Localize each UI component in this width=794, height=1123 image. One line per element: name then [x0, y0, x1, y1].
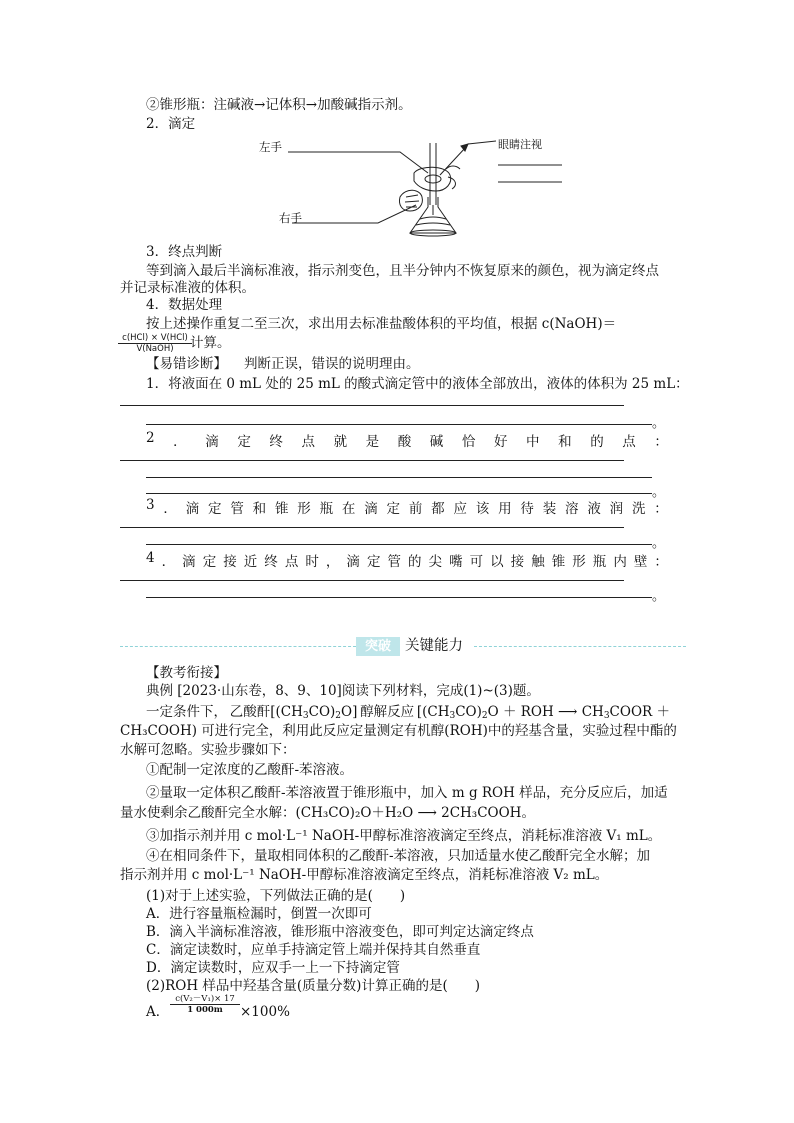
- answer-line[interactable]: [120, 527, 624, 528]
- char: 管: [230, 501, 244, 517]
- answer-line[interactable]: [120, 460, 624, 461]
- question-1-option-b[interactable]: B．滴入半滴标准溶液，锥形瓶中溶液变色，即可判定达滴定终点: [146, 924, 534, 940]
- char: 滴: [364, 501, 378, 517]
- naoh-formula-fraction: [118, 333, 192, 354]
- answer-line[interactable]: [120, 405, 624, 406]
- example-intro: 典例 [2023·山东卷，8、9、10]阅读下列材料，完成(1)~(3)题。: [146, 683, 540, 699]
- char: 滴: [205, 434, 219, 450]
- char: 用: [498, 501, 512, 517]
- fraction-numerator: c(V₂－V₁)× 17: [170, 994, 240, 1005]
- step-2-line-2: 量水使剩余乙酸酐完全水解：(CH₃CO)₂O＋H₂O ⟶ 2CH₃COOH。: [120, 805, 535, 821]
- end-mark: 。: [652, 536, 666, 551]
- char: 和: [252, 501, 267, 517]
- exam-label: 【教考衔接】: [146, 665, 227, 681]
- step-4-line-1: ④在相同条件下，量取相同体积的乙酸酐-苯溶液，只加适量水使乙酸酐完全水解；加: [146, 848, 651, 864]
- question-2-option-a-tail: ×100%: [240, 1004, 290, 1020]
- char: ．: [163, 501, 177, 517]
- char: ：: [654, 434, 668, 450]
- char: 溶: [565, 501, 579, 517]
- section-heading-data: 4．数据处理: [146, 297, 223, 313]
- char: 前: [408, 501, 423, 517]
- fraction-numerator: c(HCl) × V(HCl): [118, 333, 192, 344]
- char: 定: [208, 501, 222, 517]
- char: 好: [493, 434, 508, 450]
- fraction-denominator: V(NaOH): [136, 344, 174, 354]
- char: 的: [408, 554, 422, 570]
- char: 壁: [633, 554, 648, 570]
- passage-line-3: 水解可忽略。实验步骤如下：: [120, 742, 296, 758]
- char: 触: [531, 554, 545, 570]
- char: 以: [490, 554, 504, 570]
- data-line-1: 按上述操作重复二至三次，求出用去标准盐酸体积的平均值，根据 c(NaOH)＝: [146, 316, 617, 332]
- step-2-line-1: ②量取一定体积乙酸酐-苯溶液置于锥形瓶中，加入 m g ROH 样品，充分反应后，加适: [146, 785, 668, 801]
- char: 锥: [274, 501, 289, 517]
- char: 润: [609, 501, 624, 517]
- char: 待: [520, 501, 534, 517]
- char: 洗: [631, 501, 646, 517]
- header-rule-left: [120, 646, 356, 647]
- char: 2: [146, 430, 155, 446]
- char: 接: [223, 554, 237, 570]
- char: 装: [542, 501, 557, 517]
- char: 都: [431, 501, 445, 517]
- endpoint-line-2: 并记录标准液的体积。: [120, 280, 255, 296]
- eyes-label: 眼睛注视: [498, 138, 542, 151]
- step-4-line-2: 指示剂并用 c mol·L⁻¹ NaOH-甲醇标准溶液滴定至终点，消耗标准溶液 V₂ mL。: [120, 867, 609, 883]
- char: 就: [333, 434, 348, 450]
- char: 是: [365, 434, 380, 450]
- step-3: ③加指示剂并用 c mol·L⁻¹ NaOH-甲醇标准溶液滴定至终点，消耗标准溶液 V₁ mL。: [146, 828, 662, 844]
- char: 应: [453, 501, 467, 517]
- char: ，: [325, 554, 340, 570]
- char: 滴: [182, 554, 196, 570]
- char: 可: [469, 554, 484, 570]
- char: ．: [173, 434, 187, 450]
- char: ．: [161, 554, 176, 570]
- item-flask-text: ②锥形瓶：注碱液→记体积→加酸碱指示剂。: [146, 97, 412, 113]
- right-hand-label: 右手: [279, 211, 302, 225]
- titration-drawing: [250, 135, 570, 240]
- passage-line-1: 一定条件下， 乙酸酐$[(CH_3CO)_2O]$ 醇解反应 [$(CH_3CO)_2O$ ＋ ROH ⟶ $CH_3COOR$ ＋: [146, 704, 670, 721]
- endpoint-line-1: 等到滴入最后半滴标准液，指示剂变色，且半分钟内不恢复原来的颜色，视为滴定终点: [146, 263, 659, 279]
- char: 滴: [185, 501, 200, 517]
- char: 滴: [346, 554, 360, 570]
- section-heading-titration: 2．滴定: [146, 116, 196, 132]
- end-mark: 。: [652, 416, 666, 431]
- char: ：: [654, 554, 668, 570]
- char: 定: [366, 554, 381, 570]
- char: 终: [264, 554, 278, 570]
- char: 4: [146, 550, 155, 566]
- diagnosis-label: 【易错诊断】: [146, 356, 227, 372]
- question-1-option-a[interactable]: A．进行容量瓶检漏时，倒置一次即可: [146, 906, 372, 922]
- char: 形: [572, 554, 586, 570]
- question-1-option-c[interactable]: C．滴定读数时，应单手持滴定管上端并保持其自然垂直: [146, 942, 481, 958]
- char: 近: [243, 554, 258, 570]
- char: 内: [613, 554, 627, 570]
- char: 定: [202, 554, 217, 570]
- section-title: 关键能力: [405, 638, 463, 654]
- step-1: ①配制一定浓度的乙酸酐-苯溶液。: [146, 762, 354, 778]
- diagnosis-q2: [146, 430, 668, 450]
- section-heading-endpoint: 3．终点判断: [146, 244, 223, 260]
- char: 定: [386, 501, 401, 517]
- char: 点: [301, 434, 315, 450]
- char: 接: [510, 554, 525, 570]
- char: 酸: [397, 434, 412, 450]
- passage-line-2: CH₃COOH) 可进行完全，利用此反应定量测定有机醇(ROH)中的羟基含量，实验过程中酯的: [120, 723, 677, 739]
- char: 点: [284, 554, 299, 570]
- answer-line[interactable]: [146, 597, 652, 598]
- char: 瓶: [319, 501, 334, 517]
- char: 碱: [429, 434, 444, 450]
- char: 点: [622, 434, 636, 450]
- answer-line[interactable]: [146, 493, 652, 494]
- char: 液: [587, 501, 601, 517]
- char: 3: [146, 497, 155, 513]
- diagnosis-q4: [146, 550, 668, 570]
- end-mark: 。: [652, 589, 666, 604]
- question-2: (2)ROH 样品中羟基含量(质量分数)计算正确的是( ): [146, 978, 480, 994]
- diagnosis-q3: [146, 497, 668, 517]
- char: 的: [590, 434, 604, 450]
- left-hand-label: 左手: [259, 140, 282, 154]
- section-badge: 突破: [356, 637, 400, 656]
- char: 管: [387, 554, 401, 570]
- char: 终: [269, 434, 283, 450]
- char: 时: [305, 554, 319, 570]
- char: 尖: [428, 554, 443, 570]
- question-1: (1)对于上述实验，下列做法正确的是( ): [146, 888, 406, 904]
- question-1-option-d[interactable]: D．滴定读数时，应双手一上一下持滴定管: [146, 960, 400, 976]
- end-mark: 。: [652, 485, 666, 500]
- calc-text: 计算。: [190, 335, 231, 351]
- char: 定: [237, 434, 251, 450]
- char: 瓶: [592, 554, 607, 570]
- char: 中: [526, 434, 540, 450]
- fraction-denominator: 1 000m: [187, 1005, 223, 1015]
- question-2-option-a-label[interactable]: A．: [146, 1004, 170, 1020]
- answer-line[interactable]: [146, 424, 652, 425]
- diagnosis-instruction: 判断正误，错误的说明理由。: [244, 356, 420, 372]
- answer-line[interactable]: [146, 477, 652, 478]
- char: 恰: [461, 434, 476, 450]
- question-2-option-a-fraction: [170, 994, 240, 1015]
- char: ：: [654, 501, 668, 517]
- diagnosis-q1: 1．将液面在 0 mL 处的 25 mL 的酸式滴定管中的液体全部放出，液体的体积为 25 mL：: [146, 376, 689, 392]
- answer-line[interactable]: [146, 544, 652, 545]
- char: 和: [558, 434, 572, 450]
- char: 嘴: [449, 554, 463, 570]
- answer-line[interactable]: [120, 580, 624, 581]
- char: 该: [475, 501, 490, 517]
- char: 在: [341, 501, 356, 517]
- char: 形: [297, 501, 311, 517]
- header-rule-right: [474, 646, 686, 647]
- char: 锥: [551, 554, 566, 570]
